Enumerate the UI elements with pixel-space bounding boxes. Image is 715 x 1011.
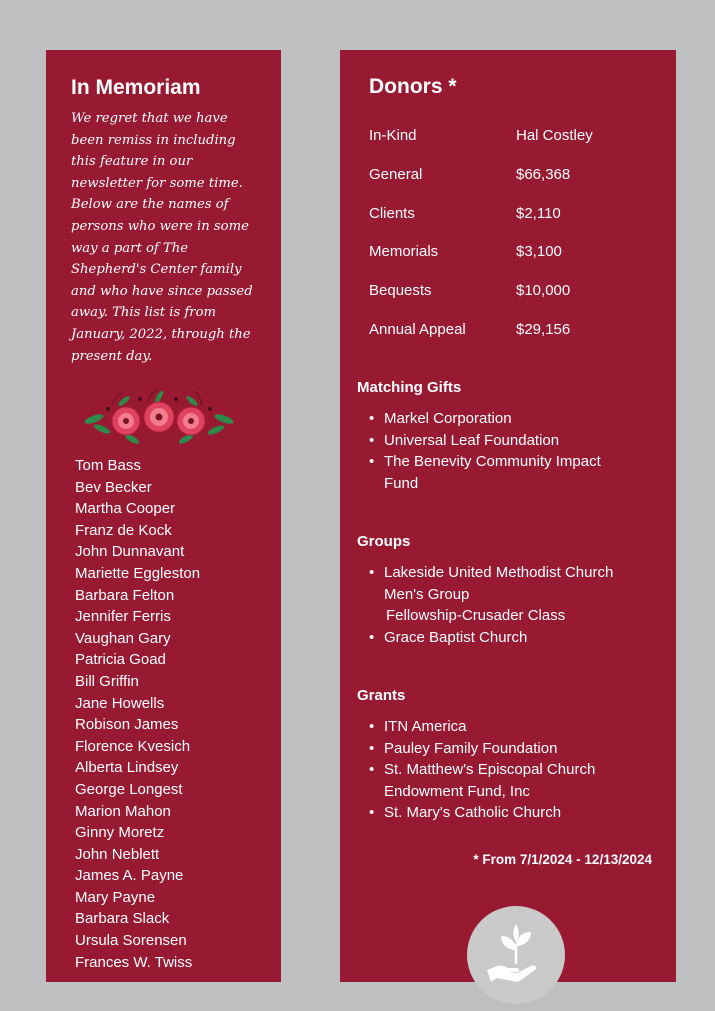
hand-with-sprout-icon xyxy=(481,920,551,990)
donor-category: Annual Appeal xyxy=(369,320,466,338)
flower-garland-icon xyxy=(82,387,236,451)
matching-gifts-title: Matching Gifts xyxy=(357,379,462,396)
groups-title: Groups xyxy=(357,533,411,550)
list-item-text: Pauley Family Foundation xyxy=(384,739,558,757)
memoriam-name: Franz de Kock xyxy=(75,521,172,539)
memoriam-names-list xyxy=(75,455,200,973)
donor-row xyxy=(369,320,659,359)
in-memoriam-intro: We regret that we have been remiss in including this feature in our newsletter for some time. Below are the names of persons who were in some way a part of The Shepherd's Center family and who have since passed away. This list is from January, 2022, through the present day. xyxy=(71,111,253,364)
memoriam-name: Ursula Sorensen xyxy=(75,932,187,950)
list-item xyxy=(369,738,669,760)
donors-title: Donors * xyxy=(369,75,457,98)
list-item xyxy=(369,562,669,627)
bullet-icon: • xyxy=(369,410,375,427)
memoriam-name: Marion Mahon xyxy=(75,802,171,820)
donor-totals-table xyxy=(369,126,659,359)
matching-gifts-list xyxy=(369,408,669,494)
donor-category: In-Kind xyxy=(369,127,417,144)
list-item-text: Lakeside United Methodist Church xyxy=(384,564,614,581)
list-item-text-continued: Endowment Fund, Inc xyxy=(384,782,530,800)
donor-category: Clients xyxy=(369,204,415,222)
list-item-text: St. Matthew's Episcopal Church xyxy=(384,761,596,779)
list-item-text-continued: Men's Group xyxy=(384,585,470,603)
in-memoriam-panel xyxy=(46,50,281,982)
list-item xyxy=(369,430,669,452)
list-item xyxy=(369,802,669,824)
memoriam-name: Vaughan Gary xyxy=(75,629,171,647)
list-item-text: Markel Corporation xyxy=(384,410,512,427)
donor-amount: $10,000 xyxy=(516,282,571,300)
list-item xyxy=(369,627,669,649)
memoriam-name: Barbara Felton xyxy=(75,586,175,604)
donor-row xyxy=(369,281,659,320)
grants-title: Grants xyxy=(357,687,406,704)
groups-list xyxy=(369,562,669,648)
memoriam-name: Frances W. Twiss xyxy=(75,953,193,971)
memoriam-name: Jane Howells xyxy=(75,694,165,712)
bullet-icon: • xyxy=(369,761,375,779)
memoriam-name: Robison James xyxy=(75,716,179,734)
list-item-text-continued: Fellowship-Crusader Class xyxy=(386,607,566,625)
hand-with-sprout-badge xyxy=(467,906,565,1004)
memoriam-name: John Dunnavant xyxy=(75,543,185,561)
donor-amount: $29,156 xyxy=(516,320,571,338)
list-item-text: Universal Leaf Foundation xyxy=(384,431,560,449)
list-item-text: ITN America xyxy=(384,718,467,735)
memoriam-name: George Longest xyxy=(75,780,183,798)
bullet-icon: • xyxy=(369,628,375,646)
list-item-text: Grace Baptist Church xyxy=(384,628,528,646)
donor-amount: $2,110 xyxy=(516,204,561,222)
memoriam-name: Patricia Goad xyxy=(75,651,166,669)
memoriam-name: Florence Kvesich xyxy=(75,737,191,755)
donors-panel xyxy=(340,50,676,982)
memoriam-name: Ginny Moretz xyxy=(75,824,165,842)
bullet-icon: • xyxy=(369,739,375,757)
bullet-icon: • xyxy=(369,718,375,735)
memoriam-name: Jennifer Ferris xyxy=(75,608,171,626)
donor-amount: Hal Costley xyxy=(516,127,593,144)
donor-category: General xyxy=(369,165,423,183)
memoriam-name: Alberta Lindsey xyxy=(75,759,179,777)
bullet-icon: • xyxy=(369,431,375,449)
list-item xyxy=(369,451,669,494)
donor-row xyxy=(369,204,659,243)
bullet-icon: • xyxy=(369,564,375,581)
memoriam-name: James A. Payne xyxy=(75,867,184,885)
memoriam-name: Mary Payne xyxy=(75,888,156,906)
grants-list xyxy=(369,716,669,824)
list-item-text: The Benevity Community Impact xyxy=(384,453,601,471)
donor-category: Memorials xyxy=(369,243,439,261)
memoriam-name: Bev Becker xyxy=(75,478,152,496)
memoriam-name: Bill Griffin xyxy=(75,672,139,690)
in-memoriam-title: In Memoriam xyxy=(71,76,201,99)
list-item xyxy=(369,759,669,802)
bullet-icon: • xyxy=(369,453,375,471)
donor-row xyxy=(369,242,659,281)
date-range-footnote: * From 7/1/2024 - 12/13/2024 xyxy=(473,852,652,867)
bullet-icon: • xyxy=(369,804,375,822)
memoriam-name: Tom Bass xyxy=(75,457,141,474)
donor-row xyxy=(369,165,659,204)
list-item xyxy=(369,408,669,430)
memoriam-name: Barbara Slack xyxy=(75,910,170,928)
list-item-text-continued: Fund xyxy=(384,474,419,492)
donor-category: Bequests xyxy=(369,282,432,300)
donor-amount: $3,100 xyxy=(516,243,562,261)
donor-row xyxy=(369,126,659,165)
memoriam-name: Martha Cooper xyxy=(75,500,176,518)
list-item-text: St. Mary's Catholic Church xyxy=(384,804,562,822)
list-item xyxy=(369,716,669,738)
donor-amount: $66,368 xyxy=(516,165,571,183)
memoriam-name: Mariette Eggleston xyxy=(75,564,201,582)
memoriam-name: John Neblett xyxy=(75,845,160,863)
